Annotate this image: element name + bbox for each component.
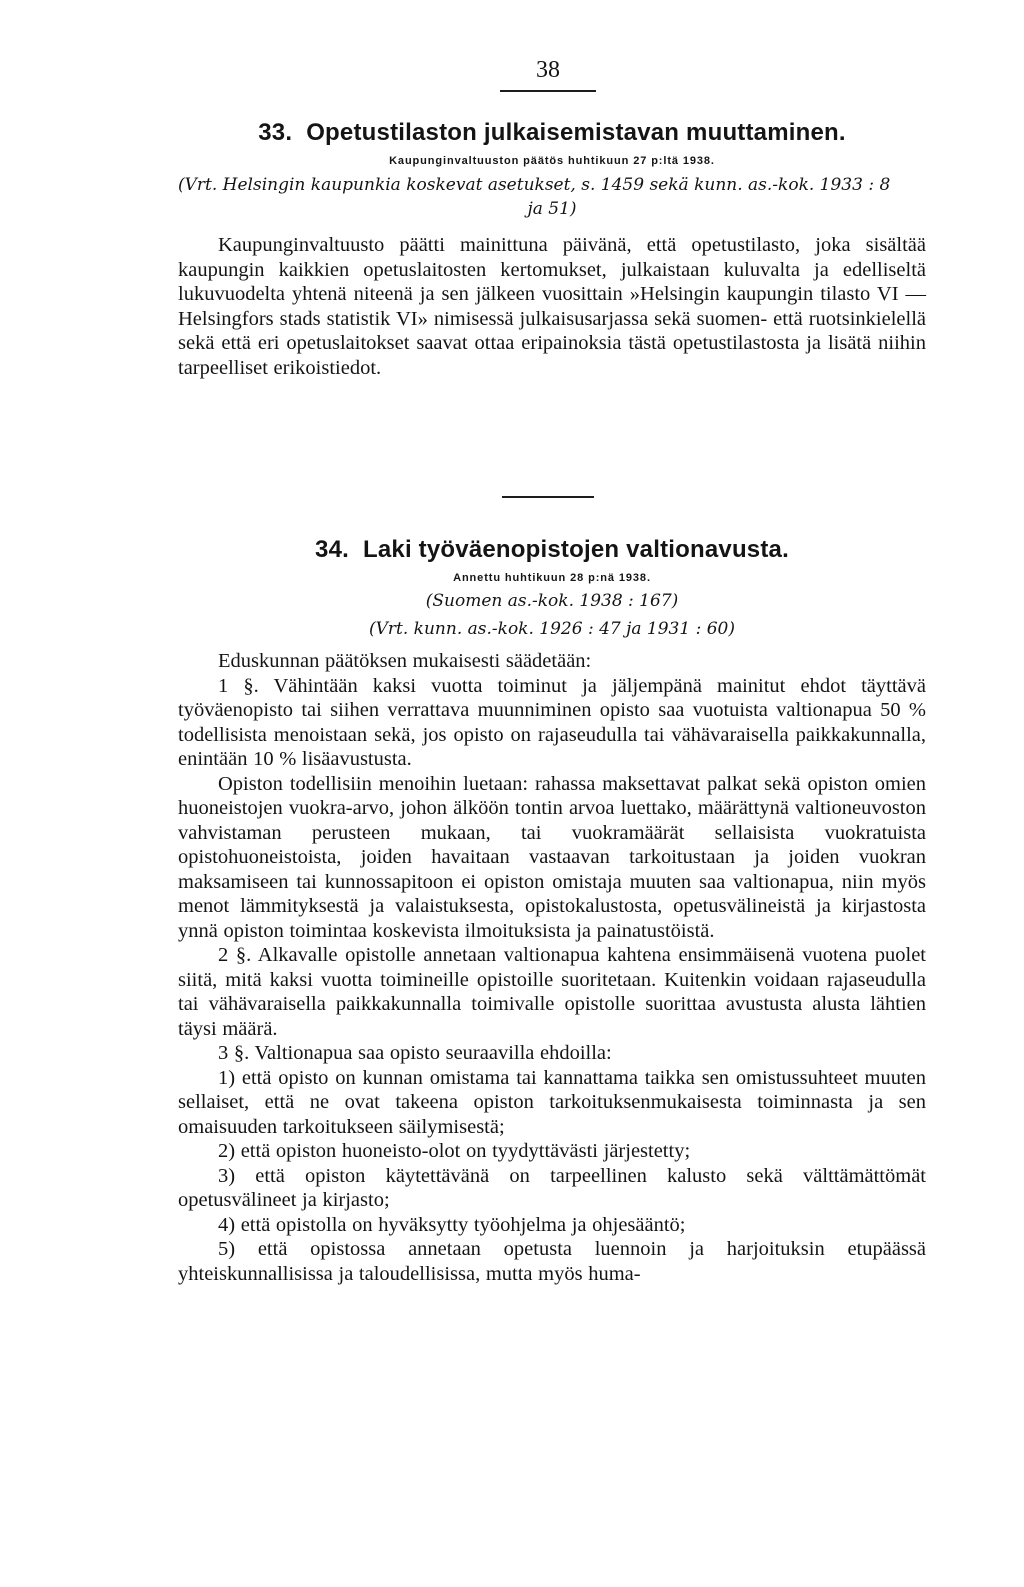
section-33-paragraph: Kaupunginvaltuusto päätti mainittuna päivänä, että opetustilasto, joka sisältää kaupungin kaikkien opetuslaitosten kertomukset, julkaistaan kuluvalta ja edelliseltä lukuvuodelta yhtenä niteenä ja sen jälkeen vuosittain »Helsingin kaupungin tilasto VI — Helsingfors stads statistik VI» nimisessä julkaisusarjassa sekä suomen- että ruotsinkielellä sekä että eri opetuslaitokset saavat ottaa eripainoksia tästä opetustilastosta ja lisätä niihin tarpeelliset erikoistiedot. [178,234,926,379]
section-34-intro: Eduskunnan päätöksen mukaisesti säädetään: [218,650,592,672]
section-34-title: Laki työväenopistojen valtionavusta. [362,536,789,563]
section-34-heading [178,535,926,565]
section-33-subtitle: Kaupunginvaltuuston päätös huhtikuun 27 p:ltä 1938. [389,155,715,167]
page-number: 38 [536,57,560,83]
section-33-reference-line2: ja 51) [527,199,577,219]
section-34-paragraph-4: 3 §. Valtionapua saa opisto seuraavilla ehdoilla: [218,1042,612,1064]
page-number-rule [500,90,596,92]
section-34-subtitle: Annettu huhtikuun 28 p:nä 1938. [453,572,651,584]
section-34 [178,535,926,1286]
section-34-paragraph-3: 2 §. Alkavalle opistolle annetaan valtionapua kahtena ensimmäisenä vuotena puolet siitä, mitä kaksi vuotta toimineille opistoille suoritetaan. Kuitenkin voidaan rajaseudulla tai vähävaraisella paikkakunnalla toimivalle opistolle suorittaa avustusta alusta lähtien täysi määrä. [178,944,926,1040]
section-divider [502,496,594,498]
section-34-paragraph-2: Opiston todellisiin menoihin luetaan: rahassa maksettavat palkat sekä opiston omien huoneistojen vuokra-arvo, johon älköön tontin arvoa luettako, määrättynä valtioneuvoston vahvistaman perusteen mukaan, tai vuokramäärät sellaisista vuokratuista opistohuoneistoista, joiden havaitaan vastaavan tarkoitustaan ja joiden vuokran maksamiseen tai kunnossapitoon ei opiston omistaja muuten saa valtionapua, niin myös menot lämmityksestä ja valaistuksesta, opistokalustosta, opetusvälineistä ja kirjastosta ynnä opiston toimintaa koskevista ilmoituksista ja painatustöistä. [178,772,926,942]
section-34-list-item-4: 4) että opistolla on hyväksytty työohjelma ja ohjesääntö; [218,1213,686,1236]
section-34-number: 34. [315,536,349,563]
section-34-body [178,649,926,1286]
section-34-reference-2: (Vrt. kunn. as.-kok. 1926 : 47 ja 1931 : 60) [369,619,735,639]
section-34-list-item-2: 2) että opiston huoneisto-olot on tyydyttävästi järjestetty; [218,1140,691,1162]
section-34-reference-1: (Suomen as.-kok. 1938 : 167) [425,591,679,611]
section-33-reference-line1: (Vrt. Helsingin kaupunkia koskevat asetukset, s. 1459 sekä kunn. as.-kok. 1933 : 8 [178,175,891,195]
section-34-list-item-3: 3) että opiston käytettävänä on tarpeellinen kalusto sekä välttämättömät opetusvälineet ja kirjasto; [178,1164,926,1211]
section-34-list-item-1: 1) että opisto on kunnan omistama tai kannattama taikka sen omistussuhteet muuten sellaiset, että ne ovat takeena opiston tarkoituksenmukaisesta toiminnasta ja sen omaisuuden tarkoitukseen säilymisestä; [178,1066,926,1138]
section-34-paragraph-1: 1 §. Vähintään kaksi vuotta toiminut ja jäljempänä mainitut ehdot täyttävä työväenopisto tai siihen verrattava muunniminen opisto saa vuotuista valtionapua 50 % todellisista menoistaan sekä, jos opisto on rajaseudulla tai vähävaraisella paikkakunnalla, enintään 10 % lisäavustusta. [178,674,926,770]
section-33-heading [178,118,926,148]
section-33 [178,118,926,380]
section-33-number: 33. [258,119,293,146]
section-34-list-item-5: 5) että opistossa annetaan opetusta luennoin ja harjoituksin etupäässä yhteiskunnallisissa ja taloudellisissa, mutta myös huma- [178,1238,926,1285]
section-33-body [178,233,926,380]
section-33-title: Opetustilaston julkaisemistavan muuttaminen. [306,119,846,146]
